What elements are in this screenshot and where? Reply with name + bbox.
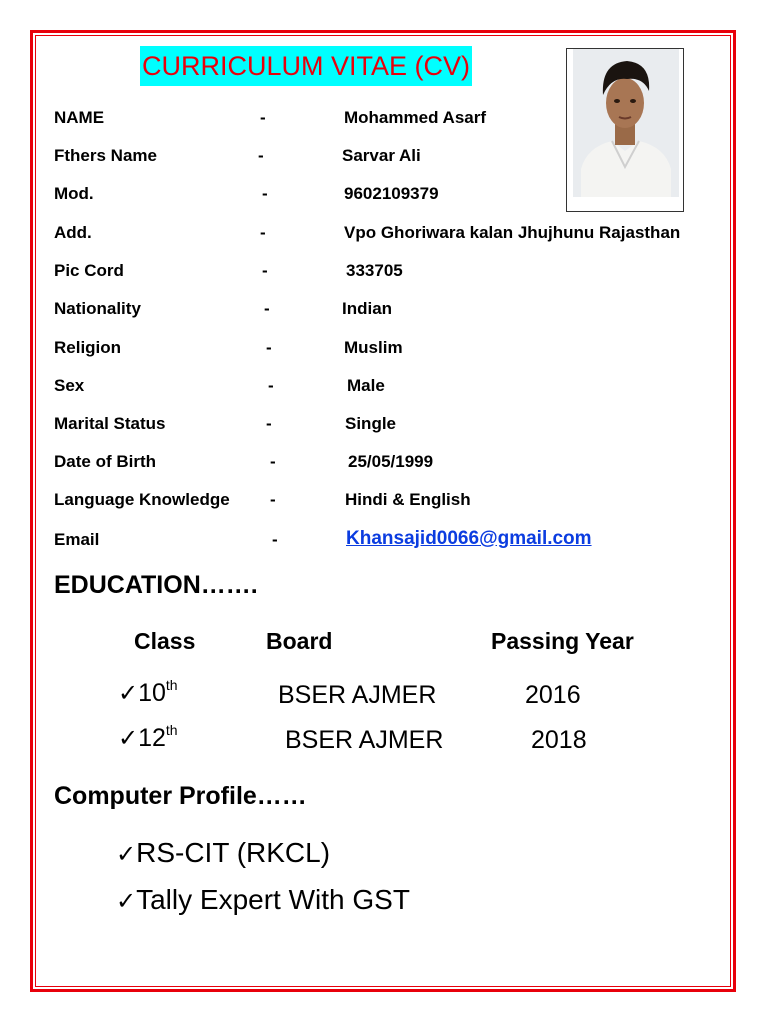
field-separator: - [268,376,274,395]
field-separator: - [266,414,272,433]
education-header-board: Board [266,628,333,654]
education-row-class: ✓12th [118,722,178,752]
field-label: Nationality [54,299,141,318]
field-separator: - [264,299,270,318]
field-separator: - [260,108,266,127]
field-separator: - [262,261,268,280]
field-label: Fthers Name [54,146,157,165]
field-separator: - [260,223,266,242]
field-label: Date of Birth [54,452,156,471]
education-row-class: ✓10th [118,677,178,707]
email-link[interactable]: Khansajid0066@gmail.com [346,528,592,549]
check-icon: ✓ [118,725,139,752]
profile-photo [566,48,684,212]
computer-profile-heading: Computer Profile…… [54,782,307,810]
check-icon: ✓ [116,888,137,915]
computer-profile-item: ✓RS-CIT (RKCL) [116,837,331,868]
education-row-year: 2018 [531,726,587,754]
field-label: Marital Status [54,414,166,433]
field-value: Male [347,376,385,395]
field-label: Email [54,530,100,549]
field-separator: - [272,530,278,549]
education-header-year: Passing Year [491,628,634,654]
education-header-class: Class [134,628,196,654]
field-label: Language Knowledge [54,490,230,509]
field-label: Religion [54,338,122,357]
check-icon: ✓ [116,841,137,868]
field-separator: - [270,452,276,471]
field-separator: - [270,490,276,509]
education-row-board: BSER AJMER [285,726,444,754]
field-value: 9602109379 [344,184,439,203]
education-heading: EDUCATION……. [54,571,258,599]
field-label: Pic Cord [54,261,124,280]
check-icon: ✓ [118,680,139,707]
field-separator: - [266,338,272,357]
field-value: Muslim [344,338,403,357]
field-value: Mohammed Asarf [344,108,487,127]
field-label: Add. [54,223,92,242]
field-separator: - [262,184,268,203]
field-value-email [346,528,592,550]
field-label: NAME [54,108,105,127]
field-value: 333705 [346,261,403,280]
cv-title: CURRICULUM VITAE (CV) [140,46,472,86]
field-value: Indian [342,299,393,318]
field-label: Sex [54,376,85,395]
education-row-year: 2016 [525,681,581,709]
field-separator: - [258,146,264,165]
field-value: Sarvar Ali [342,146,421,165]
field-value: Vpo Ghoriwara kalan Jhujhunu Rajasthan [344,223,681,242]
field-label: Mod. [54,184,94,203]
field-value: Hindi & English [345,490,471,509]
field-value: Single [345,414,397,433]
education-row-board: BSER AJMER [278,681,437,709]
field-value: 25/05/1999 [348,452,434,471]
computer-profile-item: ✓Tally Expert With GST [116,884,410,915]
